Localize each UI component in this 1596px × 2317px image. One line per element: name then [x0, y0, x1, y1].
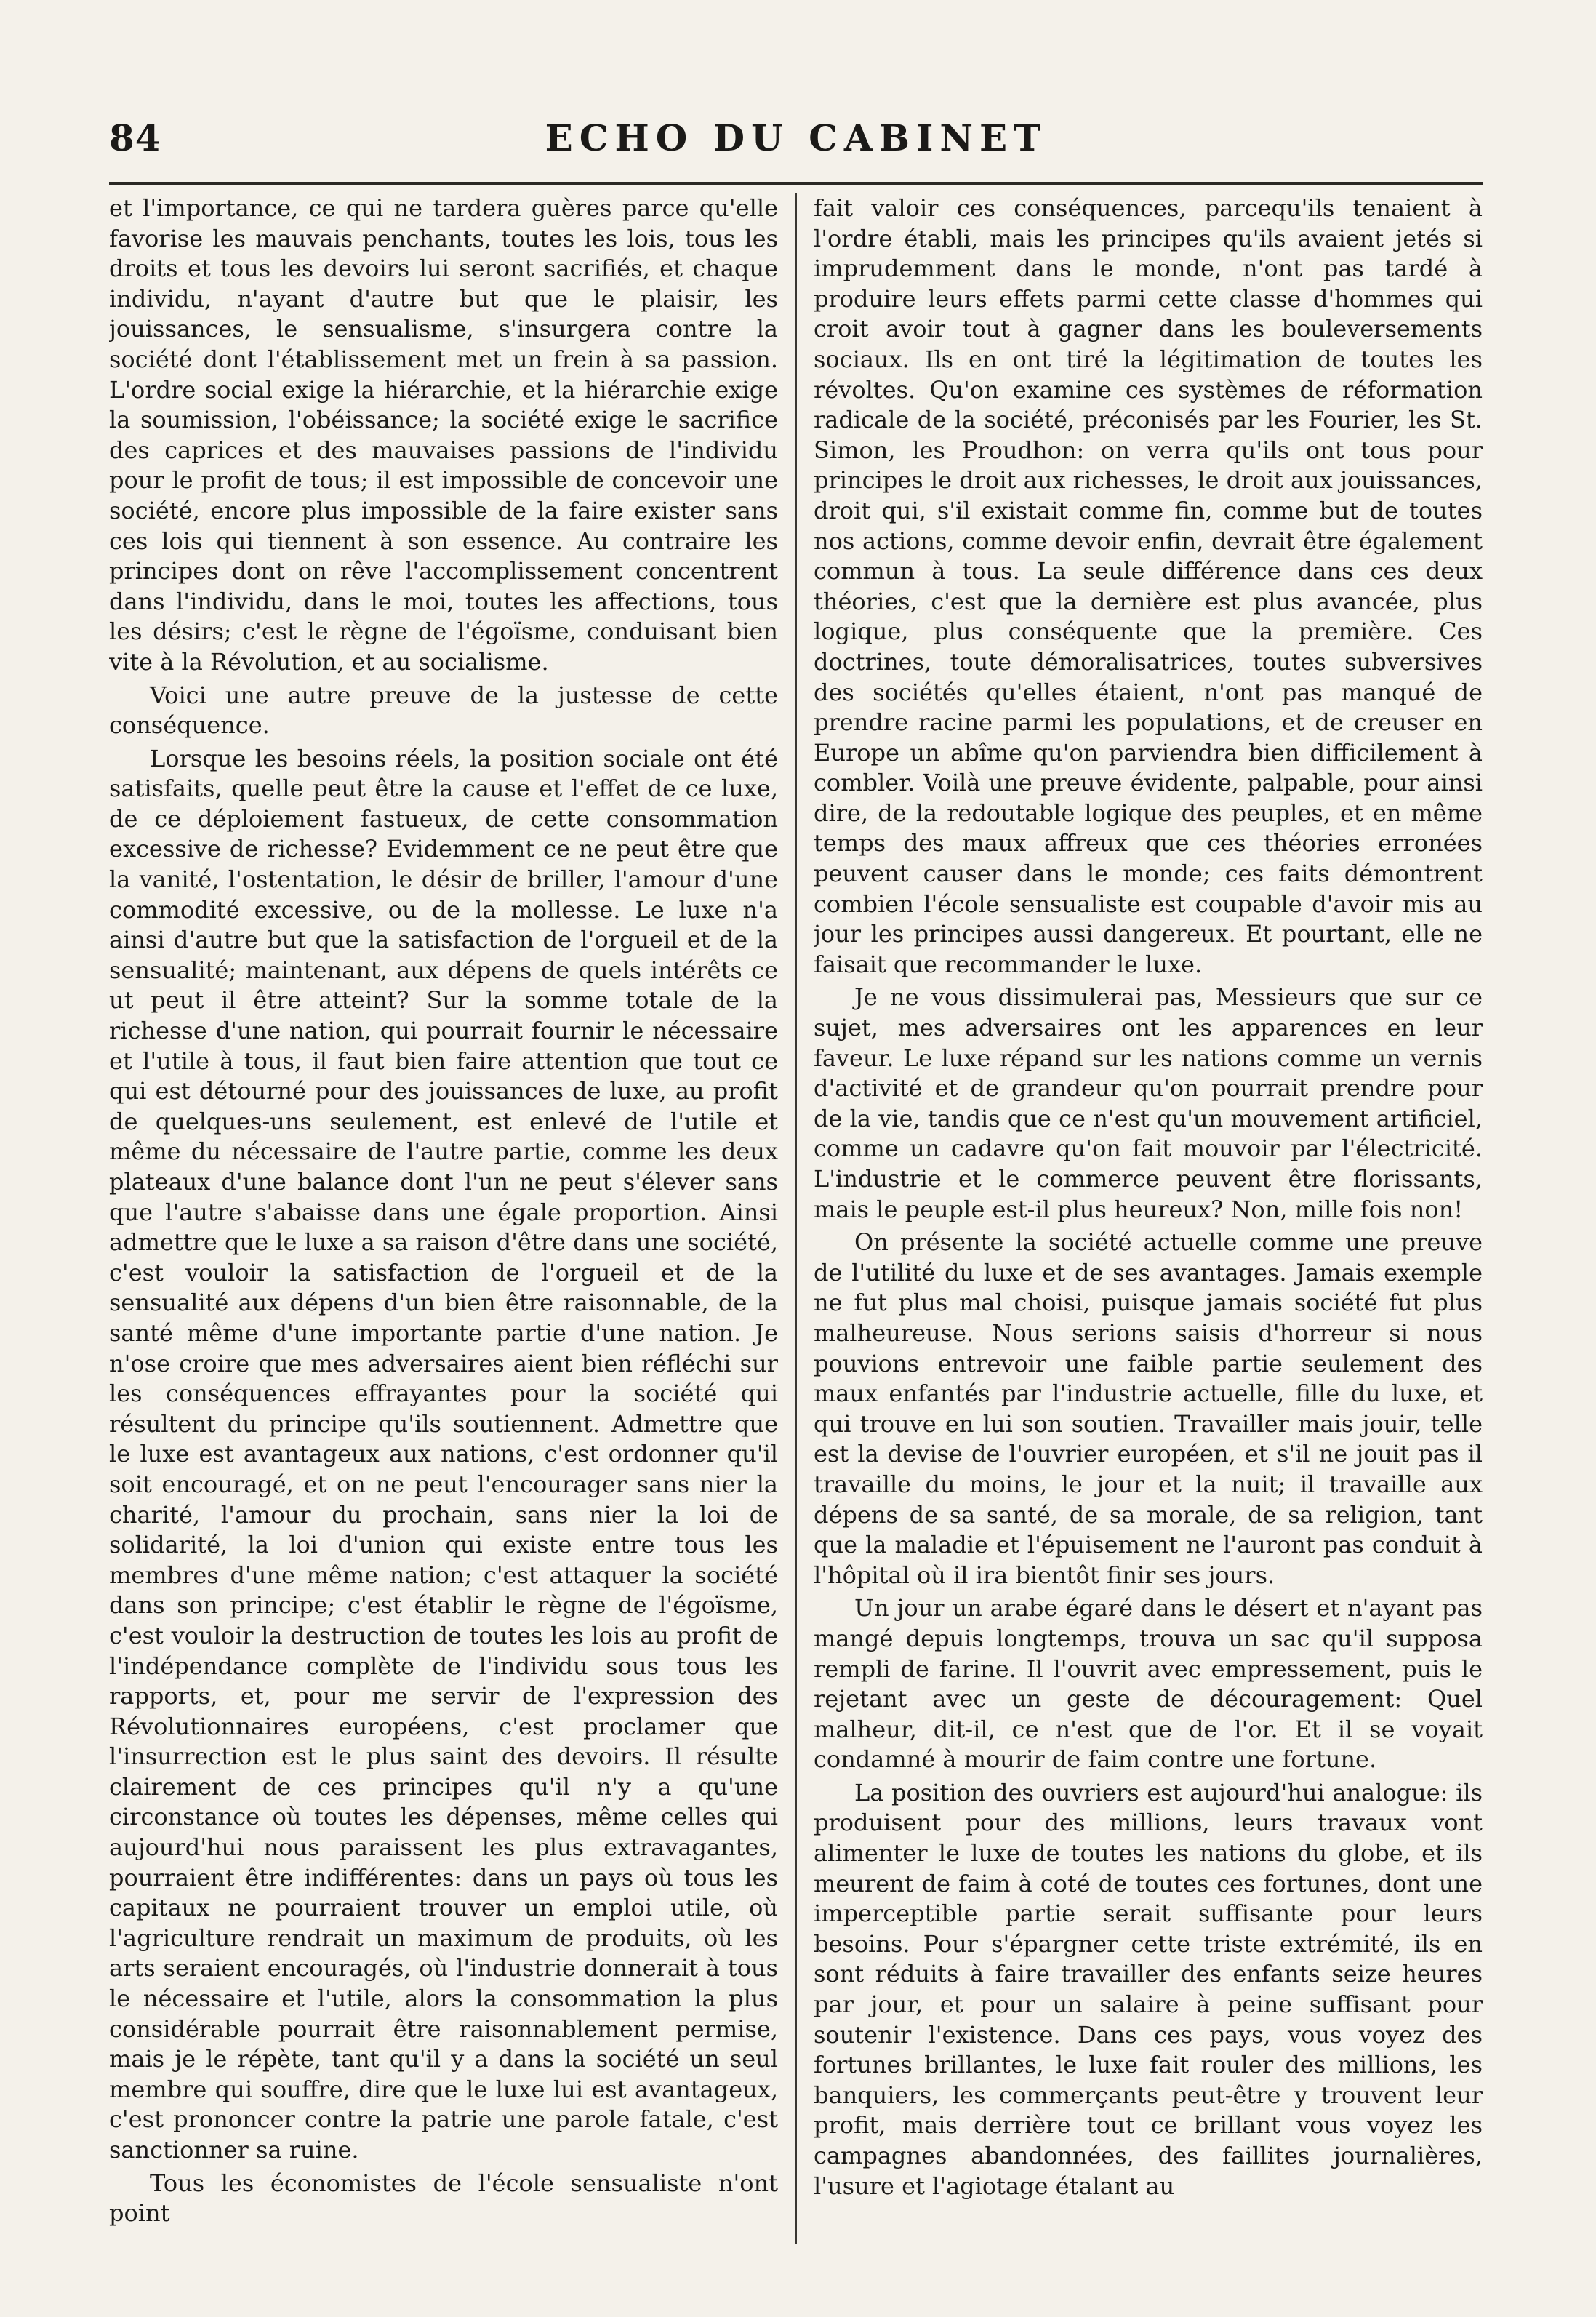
page-header — [109, 102, 1483, 185]
paragraph: On présente la société actuelle comme une preuve de l'utilité du luxe et de ses avantages. Jamais exemple ne fut plus mal choisi, puisque jamais société fut plus malheureuse. Nous serions saisis d'horreur si nous pouvions entrevoir une faible partie seulement des maux enfantés par l'industrie actuelle, fille du luxe, et qui trouve en lui son soutien. Travailler mais jouir, telle est la devise de l'ouvrier européen, et s'il ne jouit pas il travaille du moins, le jour et la nuit; il travaille aux dépens de sa santé, de sa morale, de sa religion, tant que la maladie et l'épuisement ne l'auront pas conduit à l'hôpital où il ira bientôt finir ses jours. — [814, 1228, 1483, 1589]
text-columns — [109, 193, 1483, 2244]
page — [109, 102, 1483, 2254]
right-column — [814, 193, 1483, 2244]
paragraph: Je ne vous dissimulerai pas, Messieurs que sur ce sujet, mes adversaires ont les apparences en leur faveur. Le luxe répand sur les nations comme un vernis d'activité et de grandeur qu'on pourrait prendre pour de la vie, tandis que ce n'est qu'un mouvement artificiel, comme un cadavre qu'on fait mouvoir par l'électricité. L'industrie et le commerce peuvent être florissants, mais le peuple est-il plus heureux? Non, mille fois non! — [814, 983, 1483, 1223]
page-number: 84 — [109, 116, 161, 159]
running-title: ECHO DU CABINET — [545, 116, 1048, 159]
left-column — [109, 193, 778, 2244]
paragraph: Lorsque les besoins réels, la position sociale ont été satisfaits, quelle peut être la cause et l'effet de ce luxe, de ce déploiement fastueux, de cette consommation excessive de richesse? Evidemment ce ne peut être que la vanité, l'ostentation, le désir de briller, l'amour d'une commodité excessive, ou de la mollesse. Le luxe n'a ainsi d'autre but que la satisfaction de l'orgueil et de la sensualité; maintenant, aux dépens de quels intérêts ce ut peut il être atteint? Sur la somme totale de la richesse d'une nation, qui pourrait fournir le nécessaire et l'utile à tous, il faut bien faire attention que tout ce qui est détourné pour des jouissances de luxe, au profit de quelques-uns seulement, est enlevé de l'utile et même du nécessaire de l'autre partie, comme les deux plateaux d'une balance dont l'un ne peut s'élever sans que l'autre s'abaisse dans une égale proportion. Ainsi admettre que le luxe a sa raison d'être dans une société, c'est vouloir la satisfaction de l'orgueil et de la sensualité aux dépens d'un bien être raisonnable, de la santé même d'une importante partie d'une nation. Je n'ose croire que mes adversaires aient bien réfléchi sur les conséquences effrayantes pour la société qui résultent du principe qu'ils soutiennent. Admettre que le luxe est avantageux aux nations, c'est ordonner qu'il soit encouragé, et on ne peut l'encourager sans nier la charité, l'amour du prochain, sans nier la loi de solidarité, la loi d'union qui existe entre tous les membres d'une même nation; c'est attaquer la société dans son principe; c'est établir le règne de l'égoïsme, c'est vouloir la destruction de toutes les lois au profit de l'indépendance complète de l'individu sous tous les rapports, et, pour me servir de l'expression des Révolutionnaires européens, c'est proclamer que l'insurrection est le plus saint des devoirs. Il résulte clairement de ces principes qu'il n'y a qu'une circonstance où toutes les dépenses, même celles qui aujourd'hui nous paraissent les plus extravagantes, pourraient être indifférentes: dans un pays où tous les capitaux ne pourraient trouver un emploi utile, où l'agriculture rendrait un maximum de produits, où les arts seraient encouragés, où l'industrie donnerait à tous le nécessaire et l'utile, alors la consommation la plus considérable pourrait être raisonnablement permise, mais je le répète, tant qu'il y a dans la société un seul membre qui souffre, dire que le luxe lui est avantageux, c'est prononcer contre la patrie une parole fatale, c'est sanctionner sa ruine. — [109, 744, 778, 2164]
column-divider — [795, 193, 797, 2244]
paragraph: fait valoir ces conséquences, parcequ'ils tenaient à l'ordre établi, mais les principes qu'ils avaient jetés si imprudemment dans le monde, n'ont pas tardé à produire leurs effets parmi cette classe d'hommes qui croit avoir tout à gagner dans les bouleversements sociaux. Ils en ont tiré la légitimation de toutes les révoltes. Qu'on examine ces systèmes de réformation radicale de la société, préconisés par les Fourier, les St. Simon, les Proudhon: on verra qu'ils ont tous pour principes le droit aux richesses, le droit aux jouissances, droit qui, s'il existait comme fin, comme but de toutes nos actions, comme devoir enfin, devrait être également commun à tous. La seule différence dans ces deux théories, c'est que la dernière est plus avancée, plus logique, plus conséquente que la première. Ces doctrines, toute démoralisatrices, toutes subversives des sociétés qu'elles étaient, n'ont pas manqué de prendre racine parmi les populations, et de creuser en Europe un abîme qu'on parviendra bien difficilement à combler. Voilà une preuve évidente, palpable, pour ainsi dire, de la redoutable logique des peuples, et en même temps des maux affreux que ces théories erronées peuvent causer dans le monde; ces faits démontrent combien l'école sensualiste est coupable d'avoir mis au jour les principes aussi dangereux. Et pourtant, elle ne faisait que recommander le luxe. — [814, 194, 1483, 978]
paragraph: Un jour un arabe égaré dans le désert et n'ayant pas mangé depuis longtemps, trouva un sac qu'il supposa rempli de farine. Il l'ouvrit avec empressement, puis le rejetant avec un geste de découragement: Quel malheur, dit-il, ce n'est que de l'or. Et il se voyait condamné à mourir de faim contre une fortune. — [814, 1594, 1483, 1774]
paragraph: Tous les économistes de l'école sensualiste n'ont point — [109, 2169, 778, 2228]
paragraph: La position des ouvriers est aujourd'hui analogue: ils produisent pour des millions, leurs travaux vont alimenter le luxe de toutes les nations du globe, et ils meurent de faim à coté de toutes ces fortunes, dont une imperceptible partie serait suffisante pour leurs besoins. Pour s'épargner cette triste extrémité, ils en sont réduits à faire travailler des enfants seize heures par jour, et pour un salaire à peine suffisant pour soutenir l'existence. Dans ces pays, vous voyez des fortunes brillantes, le luxe fait rouler des millions, les banquiers, les commerçants peut-être y trouvent leur profit, mais derrière tout ce brillant vous voyez les campagnes abandonnées, des faillites journalières, l'usure et l'agiotage étalant au — [814, 1778, 1483, 2200]
paragraph: Voici une autre preuve de la justesse de cette conséquence. — [109, 681, 778, 740]
paragraph: et l'importance, ce qui ne tardera guères parce qu'elle favorise les mauvais penchants, toutes les lois, tous les droits et tous les devoirs lui seront sacrifiés, et chaque individu, n'ayant d'autre but que le plaisir, les jouissances, le sensualisme, s'insurgera contre la société dont l'établissement met un frein à sa passion. L'ordre social exige la hiérarchie, et la hiérarchie exige la soumission, l'obéissance; la société exige le sacrifice des caprices et des mauvaises passions de l'individu pour le profit de tous; il est impossible de concevoir une société, encore plus impossible de la faire exister sans ces lois qui tiennent à son essence. Au contraire les principes dont on rêve l'accomplissement concentrent dans l'individu, dans le moi, toutes les affections, tous les désirs; c'est le règne de l'égoïsme, conduisant bien vite à la Révolution, et au socialisme. — [109, 194, 778, 676]
